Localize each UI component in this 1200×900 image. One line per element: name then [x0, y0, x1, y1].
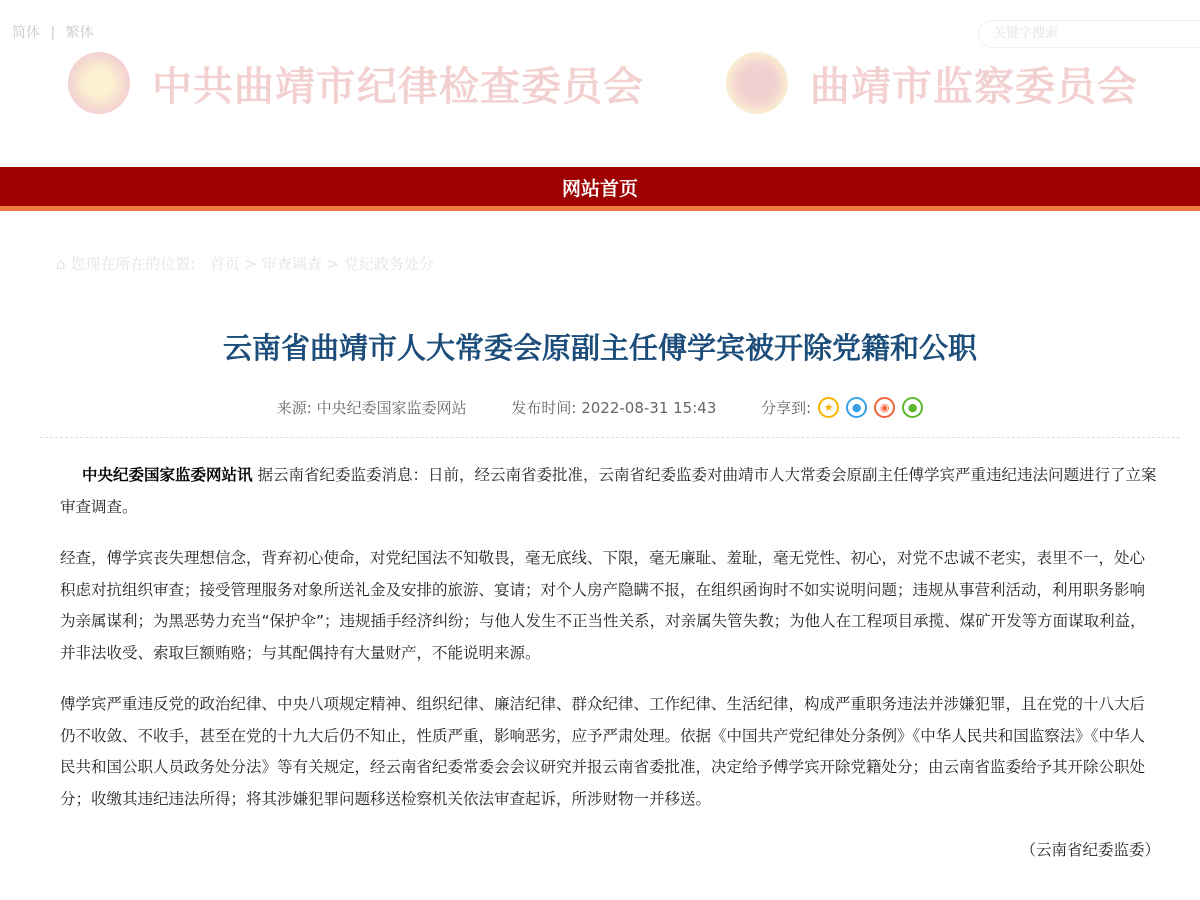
breadcrumb-review[interactable]: 审查调查	[261, 255, 322, 273]
paragraph-text: 据云南省纪委监委消息：日前，经云南省委批准，云南省纪委监委对曲靖市人大常委会原副主任傅学宾严重违纪违法问题进行了立案审查调查。	[60, 466, 1157, 516]
wechat-share-icon[interactable]: ●	[902, 397, 923, 418]
article-source: 来源: 中央纪委国家监委网站	[276, 399, 467, 417]
share-label: 分享到:	[761, 399, 812, 417]
search-input[interactable]: 关键字搜索	[978, 20, 1200, 48]
qq-share-icon[interactable]: ●	[846, 397, 867, 418]
logo-text: 曲靖市监察委员会	[810, 62, 1138, 110]
article-body	[60, 460, 1160, 867]
article-meta	[0, 397, 1200, 418]
language-switch	[12, 22, 94, 42]
lead-bold: 中央纪委国家监委网站讯	[82, 466, 253, 484]
logo-cpc-commission[interactable]	[68, 52, 644, 114]
paragraph	[60, 460, 1160, 523]
paragraph: 经查，傅学宾丧失理想信念，背弃初心使命，对党纪国法不知敬畏，毫无底线、下限，毫无廉耻、羞耻，毫无党性、初心，对党不忠诚不老实，表里不一，处心积虑对抗组织审查；接受管理服务对象所送礼金及安排的旅游、宴请；对个人房产隐瞒不报，在组织函询时不如实说明问题；违规从事营利活动，利用职务影响为亲属谋利；为黑恶势力充当“保护伞”；违规插手经济纠纷；与他人发生不正当性关系，对亲属失管失教；为他人在工程项目承揽、煤矿开发等方面谋取利益，并非法收受、索取巨额贿赂；与其配偶持有大量财产，不能说明来源。	[60, 549, 1146, 662]
qzone-share-icon[interactable]: ★	[818, 397, 839, 418]
divider: |	[50, 25, 56, 41]
breadcrumb-sep: >	[326, 255, 340, 273]
national-emblem-icon	[726, 52, 788, 114]
simplified-link[interactable]: 简体	[12, 25, 40, 41]
home-icon: ⌂	[56, 255, 66, 273]
article-title: 云南省曲靖市人大常委会原副主任傅学宾被开除党籍和公职	[222, 331, 977, 365]
publish-time: 发布时间: 2022-08-31 15:43	[511, 399, 717, 417]
logo-text: 中共曲靖市纪律检查委员会	[152, 62, 644, 110]
nav-home[interactable]: 网站首页	[0, 167, 1200, 211]
paragraph: 傅学宾严重违反党的政治纪律、中央八项规定精神、组织纪律、廉洁纪律、群众纪律、工作纪律、生活纪律，构成严重职务违法并涉嫌犯罪，且在党的十八大后仍不收敛、不收手，甚至在党的十九大后仍不知止，性质严重，影响恶劣，应予严肃处理。依据《中国共产党纪律处分条例》《中华人民共和国监察法》《中华人民共和国公职人员政务处分法》等有关规定，经云南省纪委常委会会议研究并报云南省委批准，决定给予傅学宾开除党籍处分；由云南省监委给予其开除公职处分；收缴其违纪违法所得；将其涉嫌犯罪问题移送检察机关依法审查起诉，所涉财物一并移送。	[60, 695, 1146, 808]
party-emblem-icon	[68, 52, 130, 114]
share-bar	[761, 397, 923, 418]
breadcrumb-discipline[interactable]: 党纪政务处分	[344, 255, 435, 273]
divider	[40, 437, 1180, 438]
breadcrumb-sep: >	[244, 255, 258, 273]
breadcrumb-home[interactable]: 首页	[209, 255, 240, 273]
footer-source: （云南省纪委监委）	[1020, 841, 1160, 859]
logo-supervision-commission[interactable]	[726, 52, 1138, 114]
breadcrumb-label: 您现在所在的位置:	[70, 255, 196, 273]
breadcrumb	[56, 253, 434, 274]
weibo-share-icon[interactable]: ◉	[874, 397, 895, 418]
traditional-link[interactable]: 繁体	[65, 25, 94, 41]
